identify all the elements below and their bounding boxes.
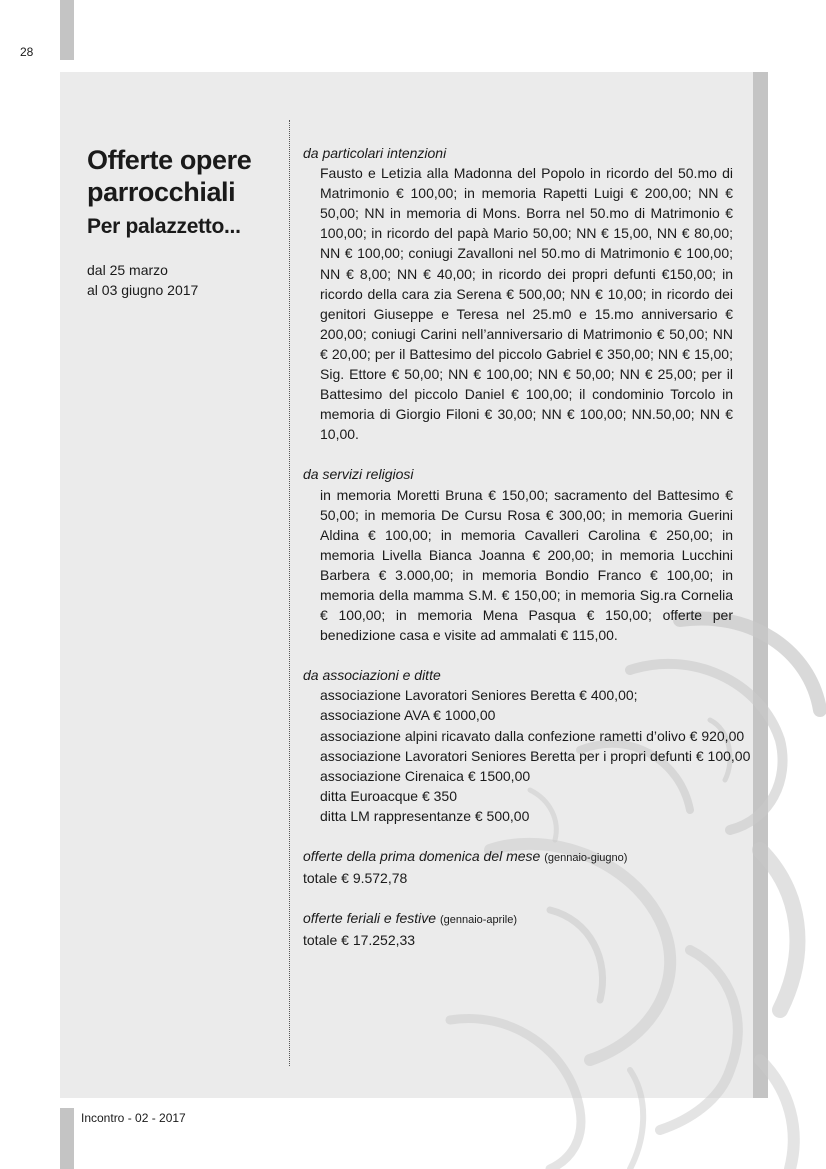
section-servizi bbox=[303, 464, 733, 645]
page-subtitle: Per palazzetto... bbox=[87, 215, 241, 238]
section-heading-line bbox=[303, 908, 733, 930]
list-item: associazione alpini ricavato dalla confezione rametti d’olivo € 920,00 bbox=[320, 727, 745, 744]
section-heading: offerte della prima domenica del mese bbox=[303, 848, 541, 864]
date-range bbox=[87, 260, 277, 300]
section-heading: da particolari intenzioni bbox=[303, 145, 447, 161]
section-associazioni bbox=[303, 665, 751, 826]
section-feriali bbox=[303, 908, 733, 950]
section-total: totale € 9.572,78 bbox=[303, 870, 408, 887]
list-item: ditta Euroacque € 350 bbox=[320, 787, 457, 804]
section-text: Fausto e Letizia alla Madonna del Popolo in ricordo del 50.mo di Matrimonio € 100,00; in memoria Rapetti Luigi € 200,00; NN € 50,00; NN in memoria di Mons. Borra nel 50.mo di Matrimonio € 100,00; in ricordo del papà Mario 50,00; NN € 15,00, NN € 80,00; NN € 100,00; coniugi Zavalloni nel 50.mo di Matrimonio € 100,00; NN € 8,00; NN € 40,00; in ricordo dei propri defunti €150,00; in ricordo della cara zia Serena € 500,00; NN € 10,00; in ricordo dei genitori Giuseppe e Teresa nel 25.m0 e 15.mo anniversario € 200,00; coniugi Carini nell’anniversario di Matrimonio € 50,00; NN € 20,00; per il Battesimo del piccolo Gabriel € 350,00; NN € 15,00; Sig. Ettore € 50,00; NN € 100,00; NN € 50,00; NN € 25,00; per il Battesimo del piccolo Daniel € 100,00; il condominio Torcolo in memoria di Giorgio Filoni € 30,00; NN € 100,00; NN.50,00; NN € 10,00. bbox=[320, 165, 733, 443]
column-divider bbox=[289, 120, 290, 1066]
list-item: associazione Lavoratori Seniores Beretta € 400,00; bbox=[320, 687, 638, 704]
section-heading: offerte feriali e festive bbox=[303, 910, 437, 927]
list-item: associazione AVA € 1000,00 bbox=[320, 707, 496, 724]
association-list bbox=[303, 685, 751, 826]
section-prima-domenica bbox=[303, 846, 733, 888]
bottom-margin-tab bbox=[60, 1108, 74, 1169]
date-range-start: dal 25 marzo bbox=[87, 262, 168, 278]
section-heading: da associazioni e ditte bbox=[303, 667, 441, 684]
section-heading: da servizi religiosi bbox=[303, 466, 414, 483]
period-note: (gennaio-aprile) bbox=[439, 914, 517, 927]
section-text: in memoria Moretti Bruna € 150,00; sacramento del Battesimo € 50,00; in memoria De Cursu Rosa € 300,00; in memoria Guerini Aldina € 100,00; in memoria Cavalleri Carolina € 250,00; in memoria Livella Bianca Joanna € 200,00; in memoria Lucchini Barbera € 3.000,00; in memoria Bondio Franco € 100,00; in memoria della mamma S.M. € 150,00; in memoria Sig.ra Cornelia € 100,00; in memoria Mena Pasqua € 150,00; offerte per benedizione casa e visite ad ammalati € 115,00. bbox=[320, 486, 733, 644]
section-intenzioni bbox=[303, 143, 733, 444]
page-number: 28 bbox=[20, 45, 34, 59]
section-total: totale € 17.252,33 bbox=[303, 932, 416, 949]
section-heading-line bbox=[303, 846, 733, 868]
list-item: associazione Lavoratori Seniores Beretta per i propri defunti € 100,00 bbox=[320, 747, 751, 764]
period-note: (gennaio-giugno) bbox=[544, 852, 628, 864]
list-item: ditta LM rappresentanze € 500,00 bbox=[320, 807, 530, 824]
date-range-end: al 03 giugno 2017 bbox=[87, 282, 199, 298]
top-margin-tab bbox=[60, 0, 74, 60]
footer-issue: Incontro - 02 - 2017 bbox=[81, 1111, 186, 1125]
offerings-column bbox=[303, 143, 751, 970]
page-title: Offerte opere parrocchiali bbox=[87, 145, 252, 207]
header-column bbox=[87, 144, 277, 300]
list-item: associazione Cirenaica € 1500,00 bbox=[320, 767, 531, 784]
